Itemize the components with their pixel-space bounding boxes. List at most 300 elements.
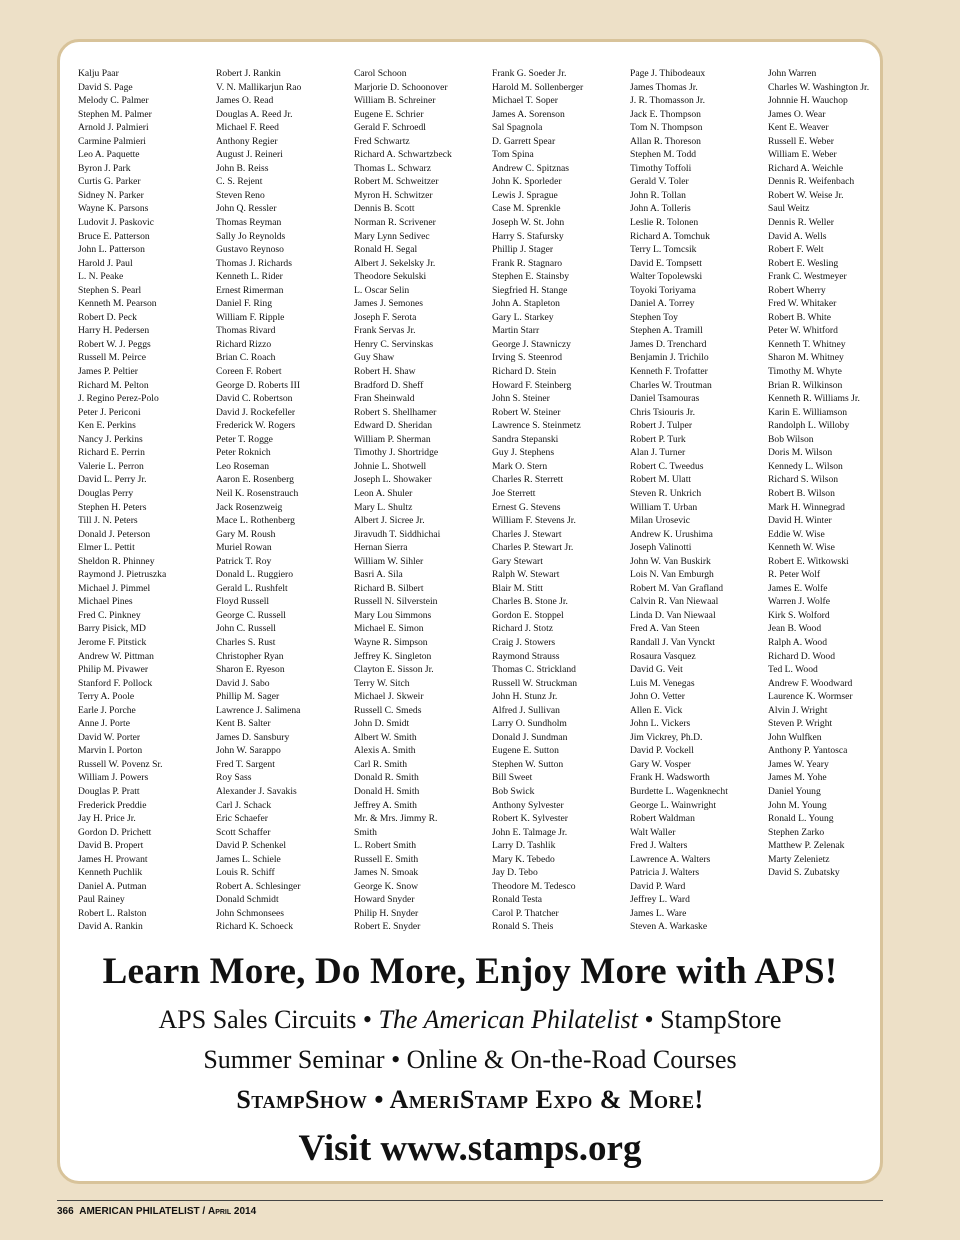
member-name: Kenneth R. Williams Jr. xyxy=(768,393,860,405)
member-name: Richard D. Stein xyxy=(492,366,557,378)
member-name: Jay D. Tebo xyxy=(492,867,538,879)
member-name: Joseph W. St. John xyxy=(492,217,565,229)
member-name: Anthony Regier xyxy=(216,135,278,147)
member-name: Charles P. Stewart Jr. xyxy=(492,542,574,554)
member-name: Marty Zelenietz xyxy=(768,853,830,865)
member-name: Steven A. Warkaske xyxy=(630,921,708,933)
member-name: Richard D. Wood xyxy=(768,650,835,662)
member-name: Theodore Sekulski xyxy=(354,271,427,283)
footer-rule xyxy=(57,1200,883,1201)
member-name: Mark O. Stern xyxy=(492,460,548,472)
member-name: Albert J. Sekelsky Jr. xyxy=(354,257,436,269)
member-name: David S. Page xyxy=(78,81,133,93)
member-name: Clayton E. Sisson Jr. xyxy=(354,664,434,676)
member-name: Coreen F. Robert xyxy=(216,366,282,378)
member-name: Richard A. Tomchuk xyxy=(630,230,710,242)
member-name: Michael Pines xyxy=(78,596,133,608)
member-name: Robert M. Ulatt xyxy=(630,474,692,486)
member-name: Charles J. Stewart xyxy=(492,528,562,540)
member-name: Mace L. Rothenberg xyxy=(216,515,295,527)
member-name: William T. Urban xyxy=(630,501,698,513)
member-name: Donald L. Ruggiero xyxy=(216,569,294,581)
member-name: Raymond Strauss xyxy=(492,650,560,662)
member-name: David W. Porter xyxy=(78,731,141,743)
member-name: Thomas Rivard xyxy=(216,325,276,337)
member-name: Dennis B. Scott xyxy=(354,203,415,215)
member-list-panel xyxy=(57,39,883,1184)
member-name: Fred C. Pinkney xyxy=(78,609,141,621)
member-name: Peter T. Rogge xyxy=(216,433,273,445)
member-name: Michael E. Simon xyxy=(354,623,424,635)
member-name: Russell M. Peirce xyxy=(78,352,146,364)
member-name: Laurence K. Wormser xyxy=(768,691,853,703)
member-name: Charles R. Sterrett xyxy=(492,474,564,486)
member-name: Robert W. Steiner xyxy=(492,406,561,418)
member-name: Tom N. Thompson xyxy=(630,122,703,134)
member-name: Stephen Zarko xyxy=(768,826,825,838)
member-name: James P. Peltier xyxy=(78,366,138,378)
member-name: Lois N. Van Emburgh xyxy=(630,569,714,581)
member-name: George L. Wainwright xyxy=(630,799,716,811)
member-name: Ronald S. Theis xyxy=(492,921,554,933)
member-name: James Thomas Jr. xyxy=(630,81,698,93)
member-name: Allen E. Vick xyxy=(630,704,683,716)
ad-line-services-c: • StampStore xyxy=(638,1005,782,1034)
member-name: Gary Stewart xyxy=(492,555,543,567)
member-name: Robert P. Turk xyxy=(630,433,686,445)
member-name: Ronald L. Young xyxy=(768,813,834,825)
member-name: Richard M. Pelton xyxy=(78,379,149,391)
member-name: Philip M. Pivawer xyxy=(78,664,149,676)
member-name: Kirk S. Wolford xyxy=(768,609,830,621)
member-name: David E. Tompsett xyxy=(630,257,702,269)
member-name: James O. Wear xyxy=(768,108,826,120)
member-name: Robert E. Wesling xyxy=(768,257,839,269)
member-name: D. Garrett Spear xyxy=(492,135,556,147)
member-name: Robert J. Tulper xyxy=(630,420,693,432)
member-name: Richard A. Schwartzbeck xyxy=(354,149,452,161)
member-name: Craig J. Stowers xyxy=(492,636,556,648)
ad-line-services-magazine: The American Philatelist xyxy=(378,1005,639,1034)
member-name: Peter W. Whitford xyxy=(768,325,838,337)
name-column-2 xyxy=(216,67,356,934)
member-name: Robert A. Schlesinger xyxy=(216,880,301,892)
member-name: Andrew F. Woodward xyxy=(768,677,853,689)
member-name: L. Robert Smith xyxy=(354,840,417,852)
member-name: Robert M. Schweitzer xyxy=(354,176,439,188)
member-name: Robert H. Shaw xyxy=(354,366,416,378)
member-name: James D. Trenchard xyxy=(630,338,707,350)
member-name: Warren J. Wolfe xyxy=(768,596,830,608)
member-name: Guy J. Stephens xyxy=(492,447,555,459)
member-name: Calvin R. Van Niewaal xyxy=(630,596,719,608)
member-name: Till J. N. Peters xyxy=(78,515,138,527)
member-name: Gordon D. Prichett xyxy=(78,826,152,838)
member-name: Stephen M. Todd xyxy=(630,149,697,161)
member-name: Charles S. Rust xyxy=(216,636,276,648)
member-name: R. Peter Wolf xyxy=(768,569,821,581)
member-name: Stephen Toy xyxy=(630,311,678,323)
member-name: Harry S. Stafursky xyxy=(492,230,564,242)
member-name: Robert J. Rankin xyxy=(216,68,281,79)
member-name: Allan R. Thoreson xyxy=(630,135,701,147)
member-name: Lawrence J. Salimena xyxy=(216,704,301,716)
member-name: Norman R. Scrivener xyxy=(354,217,436,229)
member-name: William E. Weber xyxy=(768,149,837,161)
member-name: Robert K. Sylvester xyxy=(492,813,568,825)
member-name: John D. Smidt xyxy=(354,718,410,730)
member-name: Ralph A. Wood xyxy=(768,636,828,648)
member-name: James D. Sansbury xyxy=(216,731,290,743)
member-name: John L. Vickers xyxy=(630,718,691,730)
member-name: David C. Robertson xyxy=(216,393,293,405)
member-name: Gordon E. Stoppel xyxy=(492,609,564,621)
member-name: David P. Vockell xyxy=(630,745,694,757)
member-name: Frank C. Westmeyer xyxy=(768,271,847,283)
member-name: Aaron E. Rosenberg xyxy=(216,474,294,486)
member-name: David A. Rankin xyxy=(78,921,143,933)
member-name: John C. Russell xyxy=(216,623,276,635)
member-name: August J. Reineri xyxy=(216,149,283,161)
member-name: Larry D. Tashlik xyxy=(492,840,556,852)
ad-visit-website: Visit www.stamps.org xyxy=(298,1128,642,1169)
member-name: Karin E. Williamson xyxy=(768,406,848,418)
member-name: Douglas A. Reed Jr. xyxy=(216,108,293,120)
member-name: Douglas Perry xyxy=(78,487,134,499)
member-name: Floyd Russell xyxy=(216,596,270,608)
member-name: Smith xyxy=(354,826,377,838)
member-name: Arnold J. Palmieri xyxy=(78,122,149,134)
member-name: Charles B. Stone Jr. xyxy=(492,596,568,608)
member-name: Luis M. Venegas xyxy=(630,677,695,689)
member-name: Mark H. Winnegrad xyxy=(768,501,845,513)
member-name: George J. Stawniczy xyxy=(492,338,571,350)
member-name: Harold M. Sollenberger xyxy=(492,81,584,93)
member-name: Richard J. Stotz xyxy=(492,623,554,635)
member-name: James M. Yohe xyxy=(768,772,827,784)
member-name: David H. Winter xyxy=(768,515,832,527)
member-name: Sandra Stepanski xyxy=(492,433,559,445)
member-name: Gerald V. Toler xyxy=(630,176,689,188)
member-name: Fran Sheinwald xyxy=(354,393,415,405)
member-name: Leon A. Shuler xyxy=(354,487,413,499)
member-name: Doris M. Wilson xyxy=(768,447,833,459)
member-name: Carl R. Smith xyxy=(354,758,408,770)
member-name: Gary L. Starkey xyxy=(492,311,554,323)
member-name: David L. Perry Jr. xyxy=(78,474,147,486)
member-name: Anne J. Porte xyxy=(78,718,130,730)
member-name: James E. Wolfe xyxy=(768,582,828,594)
member-name: Donald Schmidt xyxy=(216,894,279,906)
member-name: Bob Swick xyxy=(492,785,535,797)
member-name: Nancy J. Perkins xyxy=(78,433,143,445)
member-name: Stanford F. Pollock xyxy=(78,677,153,689)
member-name: Jeffrey A. Smith xyxy=(354,799,417,811)
member-name: Joseph F. Serota xyxy=(354,311,417,323)
member-name: Russell E. Weber xyxy=(768,135,834,147)
member-name: Patricia J. Walters xyxy=(630,867,700,879)
member-name: George K. Snow xyxy=(354,880,419,892)
member-name: Randall J. Van Vynckt xyxy=(630,636,715,648)
member-name: Roy Sass xyxy=(216,772,252,784)
member-name: Michael J. Pimmel xyxy=(78,582,151,594)
member-name: Linda D. Van Niewaal xyxy=(630,609,716,621)
member-name: David P. Ward xyxy=(630,880,686,892)
member-name: Gary M. Roush xyxy=(216,528,276,540)
member-name: C. S. Rejent xyxy=(216,176,263,188)
member-name: Donald J. Sundman xyxy=(492,731,568,743)
member-name: Frank Servas Jr. xyxy=(354,325,416,337)
member-name: Joseph Valinotti xyxy=(630,542,692,554)
member-name: Russell C. Smeds xyxy=(354,704,422,716)
member-name: Johnnie H. Wauchop xyxy=(768,95,848,107)
member-name: Kenneth T. Whitney xyxy=(768,338,846,350)
member-name: James H. Prowant xyxy=(78,853,148,865)
member-name: Ludovit J. Paskovic xyxy=(78,217,154,229)
member-name: John S. Steiner xyxy=(492,393,550,405)
member-name: Mary Lou Simmons xyxy=(354,609,432,621)
member-name: James O. Read xyxy=(216,95,274,107)
ad-headline: Learn More, Do More, Enjoy More with APS! xyxy=(102,951,838,992)
member-name: Melody C. Palmer xyxy=(78,95,149,107)
member-name: Terry L. Tomcsik xyxy=(630,244,697,256)
name-column-5 xyxy=(630,67,770,934)
member-name: Matthew P. Zelenak xyxy=(768,840,845,852)
member-name: Myron H. Schwitzer xyxy=(354,189,433,201)
member-name: Michael F. Reed xyxy=(216,122,279,134)
member-name: Kent E. Weaver xyxy=(768,122,829,134)
member-name: Walter Topolewski xyxy=(630,271,703,283)
member-name: J. R. Thomasson Jr. xyxy=(630,95,705,107)
member-name: Anthony Sylvester xyxy=(492,799,564,811)
member-name: John Q. Ressler xyxy=(216,203,277,215)
member-name: Irving S. Steenrod xyxy=(492,352,563,364)
member-name: William P. Sherman xyxy=(354,433,431,445)
page-footer xyxy=(57,1206,256,1217)
member-name: Eric Schaefer xyxy=(216,813,268,825)
member-name: Basri A. Sila xyxy=(354,569,403,581)
member-name: William F. Stevens Jr. xyxy=(492,515,576,527)
member-name: Michael J. Skweir xyxy=(354,691,424,703)
member-name: Bill Sweet xyxy=(492,772,533,784)
name-column-3 xyxy=(354,67,494,934)
member-name: John M. Young xyxy=(768,799,827,811)
member-name: Jiravudh T. Siddhichai xyxy=(354,528,441,540)
member-name: Michael T. Soper xyxy=(492,95,558,107)
member-name: Daniel F. Ring xyxy=(216,298,272,310)
member-name: Frank G. Soeder Jr. xyxy=(492,68,567,79)
member-name: Fred T. Sargent xyxy=(216,758,275,770)
member-name: Robert E. Snyder xyxy=(354,921,421,933)
member-name: David B. Propert xyxy=(78,840,144,852)
member-name: Richard S. Wilson xyxy=(768,474,839,486)
member-name: Phillip M. Sager xyxy=(216,691,280,703)
member-name: Stephen W. Sutton xyxy=(492,758,564,770)
member-name: Stephen H. Peters xyxy=(78,501,147,513)
member-name: Carol P. Thatcher xyxy=(492,907,559,919)
member-name: Timothy Toffoli xyxy=(630,162,692,174)
member-name: Ernest G. Stevens xyxy=(492,501,561,513)
footer-issue: April 2014 xyxy=(207,1206,257,1217)
ad-line-shows: StampShow • AmeriStamp Expo & More! xyxy=(236,1085,704,1114)
member-name: Andrew K. Urushima xyxy=(630,528,713,540)
member-name: Sharon M. Whitney xyxy=(768,352,844,364)
member-name: Robert W. Weise Jr. xyxy=(768,189,844,201)
member-name: Blair M. Stitt xyxy=(492,582,543,594)
member-name: Bob Wilson xyxy=(768,433,814,445)
member-name: Fred J. Walters xyxy=(630,840,688,852)
member-name: Bruce E. Patterson xyxy=(78,230,150,242)
member-name: John L. Patterson xyxy=(78,244,145,256)
member-name: Steven Reno xyxy=(216,189,265,201)
member-name: Daniel A. Putman xyxy=(78,880,147,892)
member-name: John W. Van Buskirk xyxy=(630,555,711,567)
member-name: Jerome F. Pitstick xyxy=(78,636,147,648)
member-name: Terry W. Sitch xyxy=(354,677,410,689)
member-name: Robert C. Tweedus xyxy=(630,460,704,472)
member-name: Leslie R. Tolonen xyxy=(630,217,699,229)
member-name: John H. Stunz Jr. xyxy=(492,691,558,703)
member-name: Henry C. Servinskas xyxy=(354,338,434,350)
member-name: William J. Powers xyxy=(78,772,149,784)
member-name: Mary L. Shultz xyxy=(354,501,413,513)
member-name: David P. Schenkel xyxy=(216,840,287,852)
member-name: Charles W. Washington Jr. xyxy=(768,81,870,93)
member-name: Kenneth L. Rider xyxy=(216,271,283,283)
member-name: Steven P. Wright xyxy=(768,718,833,730)
member-name: Donald H. Smith xyxy=(354,785,420,797)
member-name: Ralph W. Stewart xyxy=(492,569,560,581)
member-name: Hernan Sierra xyxy=(354,542,408,554)
member-name: Richard B. Silbert xyxy=(354,582,424,594)
member-name: Jay H. Price Jr. xyxy=(78,813,136,825)
member-name: Robert F. Welt xyxy=(768,244,824,256)
member-name: John E. Talmage Jr. xyxy=(492,826,568,838)
member-name: Richard A. Weichle xyxy=(768,162,843,174)
member-name: John K. Sporleder xyxy=(492,176,562,188)
member-name: Alfred J. Sullivan xyxy=(492,704,560,716)
member-name: John Warren xyxy=(768,68,817,79)
member-name: Alvin J. Wright xyxy=(768,704,828,716)
member-name: Marvin I. Porton xyxy=(78,745,143,757)
member-name: Ernest Rimerman xyxy=(216,284,284,296)
member-name: James L. Ware xyxy=(630,907,687,919)
member-name: Kenneth F. Trofatter xyxy=(630,366,708,378)
member-name: Douglas P. Pratt xyxy=(78,785,140,797)
member-name: John A. Tolleris xyxy=(630,203,691,215)
member-name: Peter Roknich xyxy=(216,447,271,459)
member-name: Gerald F. Schroedl xyxy=(354,122,426,134)
member-name: John Wulfken xyxy=(768,731,822,743)
member-name: Sal Spagnola xyxy=(492,122,543,134)
member-name: James N. Smoak xyxy=(354,867,419,879)
member-name: Alexander J. Savakis xyxy=(216,785,297,797)
member-name: Ronald H. Segal xyxy=(354,244,418,256)
member-name: J. Regino Perez-Polo xyxy=(78,393,159,405)
member-name: William B. Schreiner xyxy=(354,95,436,107)
member-name: Albert J. Sicree Jr. xyxy=(354,515,425,527)
member-name: Richard E. Perrin xyxy=(78,447,145,459)
member-name: Robert S. Shellhamer xyxy=(354,406,437,418)
member-name: Mary K. Tebedo xyxy=(492,853,555,865)
member-name: Donald J. Peterson xyxy=(78,528,151,540)
ad-line-services-a: APS Sales Circuits • xyxy=(158,1005,379,1034)
member-name: Ronald Testa xyxy=(492,894,543,906)
member-name: Joseph L. Showaker xyxy=(354,474,432,486)
member-name: Jack E. Thompson xyxy=(630,108,701,120)
member-name: Theodore M. Tedesco xyxy=(492,880,576,892)
member-name: Jim Vickrey, Ph.D. xyxy=(630,731,703,743)
name-column-1 xyxy=(78,67,218,934)
member-name: Fred Schwartz xyxy=(354,135,410,147)
member-name: Eugene E. Sutton xyxy=(492,745,559,757)
member-name: Toyoki Toriyama xyxy=(630,284,696,296)
member-name: Brian R. Wilkinson xyxy=(768,379,843,391)
member-name: David J. Sabo xyxy=(216,677,270,689)
member-name: John A. Stapleton xyxy=(492,298,560,310)
member-name: Kalju Paar xyxy=(78,68,119,79)
member-name: Lawrence A. Walters xyxy=(630,853,711,865)
member-name: Milan Urosevic xyxy=(630,515,690,527)
member-name: Anthony P. Yantosca xyxy=(768,745,848,757)
member-name: Bradford D. Sheff xyxy=(354,379,424,391)
member-name: James W. Yeary xyxy=(768,758,829,770)
member-name: William W. Sihler xyxy=(354,555,424,567)
member-name: Jeffrey K. Singleton xyxy=(354,650,432,662)
member-name: Kennedy L. Wilson xyxy=(768,460,843,472)
member-name: Daniel Tsamouras xyxy=(630,393,700,405)
member-name: Saul Weitz xyxy=(768,203,810,215)
member-name: L. Oscar Selin xyxy=(354,284,410,296)
member-name: Barry Pisick, MD xyxy=(78,623,146,635)
member-name: Robert Waldman xyxy=(630,813,695,825)
member-name: Carol Schoon xyxy=(354,68,407,79)
member-name: Stephen A. Tramill xyxy=(630,325,703,337)
member-name: Kenneth M. Pearson xyxy=(78,298,157,310)
member-name: Frederick W. Rogers xyxy=(216,420,296,432)
name-column-6 xyxy=(768,67,908,880)
member-name: Byron J. Park xyxy=(78,162,131,174)
member-name: Tom Spina xyxy=(492,149,534,161)
member-name: Carl J. Schack xyxy=(216,799,272,811)
member-name: Page J. Thibodeaux xyxy=(630,68,706,79)
member-name: Gerald L. Rushfelt xyxy=(216,582,288,594)
member-name: James A. Sorenson xyxy=(492,108,565,120)
member-name: Thomas J. Richards xyxy=(216,257,292,269)
member-name: Jeffrey L. Ward xyxy=(630,894,690,906)
member-name: Randolph L. Willoby xyxy=(768,420,850,432)
member-name: Wayne R. Simpson xyxy=(354,636,428,648)
member-name: Gary W. Vosper xyxy=(630,758,691,770)
member-name: Lawrence S. Steinmetz xyxy=(492,420,581,432)
member-name: Andrew C. Spitznas xyxy=(492,162,570,174)
member-name: Donald R. Smith xyxy=(354,772,419,784)
member-name: David A. Wells xyxy=(768,230,827,242)
member-name: Frank H. Wadsworth xyxy=(630,772,710,784)
member-name: Daniel Young xyxy=(768,785,821,797)
member-name: Earle J. Porche xyxy=(78,704,136,716)
member-name: Burdette L. Wagenknecht xyxy=(630,785,728,797)
member-name: Gustavo Reynoso xyxy=(216,244,284,256)
member-name: Guy Shaw xyxy=(354,352,395,364)
member-name: Eugene E. Schrier xyxy=(354,108,424,120)
member-name: Sheldon R. Phinney xyxy=(78,555,155,567)
member-name: Daniel A. Torrey xyxy=(630,298,695,310)
member-name: Lewis J. Sprague xyxy=(492,189,558,201)
member-name: Robert D. Peck xyxy=(78,311,137,323)
member-name: Curtis G. Parker xyxy=(78,176,141,188)
footer-publication: AMERICAN PHILATELIST xyxy=(79,1206,200,1217)
